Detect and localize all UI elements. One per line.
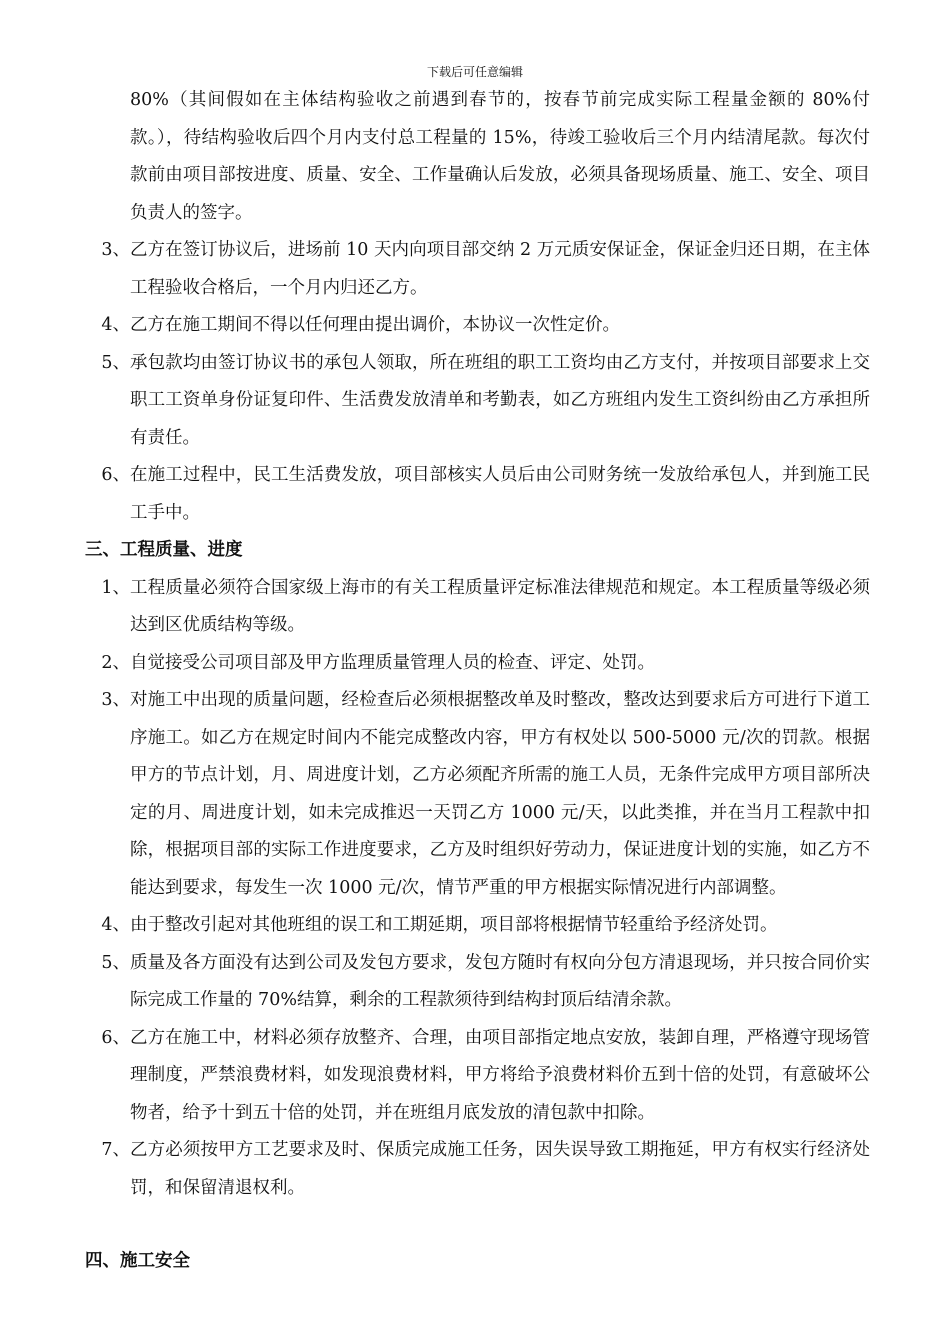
- list-item-number: 7、: [101, 1140, 130, 1160]
- list-item-text: 工程质量必须符合国家级上海市的有关工程质量评定标准法律规范和规定。本工程质量等级必须达到区优质结构等级。: [130, 577, 870, 635]
- list-item: [85, 570, 870, 645]
- list-item-text: 质量及各方面没有达到公司及发包方要求，发包方随时有权向分包方清退现场，并只按合同价实际完成工作量的 70%结算，剩余的工程款须待到结构封顶后结清余款。: [130, 952, 870, 1010]
- list-item-text: 乙方在签订协议后，进场前 10 天内向项目部交纳 2 万元质安保证金，保证金归还日期，在主体工程验收合格后，一个月内归还乙方。: [130, 240, 870, 298]
- list-item-text: 承包款均由签订协议书的承包人领取，所在班组的职工工资均由乙方支付，并按项目部要求上交职工工资单身份证复印件、生活费发放清单和考勤表，如乙方班组内发生工资纠纷由乙方承担所有责任。: [130, 352, 870, 448]
- section-heading-quality-schedule: 三、工程质量、进度: [85, 540, 243, 560]
- list-item-text: 对施工中出现的质量问题，经检查后必须根据整改单及时整改，整改达到要求后方可进行下道工序施工。如乙方在规定时间内不能完成整改内容，甲方有权处以 500-5000 元/次的罚款。根据甲方的节点计划，月、周进度计划，乙方必须配齐所需的施工人员，无条件完成甲方项目部所决定的月、周进度计划，如未完成推迟一天罚乙方 1000 元/天，以此类推，并在当月工程款中扣除，根据项目部的实际工作进度要求，乙方及时组织好劳动力，保证进度计划的实施，如乙方不能达到要求，每发生一次 1000 元/次，情节严重的甲方根据实际情况进行内部调整。: [130, 690, 870, 898]
- list-item: [85, 345, 870, 458]
- list-item-text: 在施工过程中，民工生活费发放，项目部核实人员后由公司财务统一发放给承包人，并到施工民工手中。: [130, 465, 870, 523]
- page-header-note: 下载后可任意编辑: [426, 65, 523, 79]
- list-item-number: 5、: [101, 352, 130, 373]
- list-item-number: 4、: [101, 915, 130, 935]
- list-item: [85, 682, 870, 907]
- list-item-number: 6、: [101, 1027, 130, 1048]
- list-item: [85, 1020, 870, 1133]
- list-item-text: 自觉接受公司项目部及甲方监理质量管理人员的检查、评定、处罚。: [130, 652, 655, 673]
- list-item: [85, 457, 870, 532]
- list-item-number: 6、: [101, 465, 130, 485]
- list-item: [85, 945, 870, 1020]
- list-item-text: 乙方在施工中，材料必须存放整齐、合理，由项目部指定地点安放，装卸自理，严格遵守现场管理制度，严禁浪费材料，如发现浪费材料，甲方将给予浪费材料价五到十倍的处罚，有意破坏公物者，给予十到五十倍的处罚，并在班组月底发放的清包款中扣除。: [130, 1027, 870, 1123]
- list-item-text: 由于整改引起对其他班组的误工和工期延期，项目部将根据情节轻重给予经济处罚。: [130, 915, 778, 935]
- payment-terms-paragraph: 80%（其间假如在主体结构验收之前遇到春节的，按春节前完成实际工程量金额的 80%付款。），待结构验收后四个月内支付总工程量的 15%，待竣工验收后三个月内结清尾款。每次付款前由项目部按进度、质量、安全、工作量确认后发放，必须具备现场质量、施工、安全、项目负责人的签字。: [130, 90, 870, 223]
- list-item-number: 2、: [101, 652, 130, 673]
- list-item-number: 1、: [101, 577, 130, 598]
- list-item-number: 5、: [101, 952, 130, 973]
- list-item: [85, 307, 870, 345]
- section-heading-construction-safety: 四、施工安全: [85, 1251, 190, 1271]
- list-item-text: 乙方必须按甲方工艺要求及时、保质完成施工任务，因失误导致工期拖延，甲方有权实行经济处罚，和保留清退权利。: [130, 1140, 870, 1198]
- list-item-number: 3、: [101, 240, 130, 260]
- list-item: [85, 1132, 870, 1207]
- document-body: [85, 82, 870, 1281]
- list-item: [85, 645, 870, 683]
- section-spacer: [85, 1207, 870, 1243]
- list-item: [85, 232, 870, 307]
- list-item-text: 乙方在施工期间不得以任何理由提出调价，本协议一次性定价。: [130, 315, 620, 335]
- list-item: [85, 907, 870, 945]
- list-item-number: 3、: [101, 690, 130, 710]
- list-item-number: 4、: [101, 315, 130, 335]
